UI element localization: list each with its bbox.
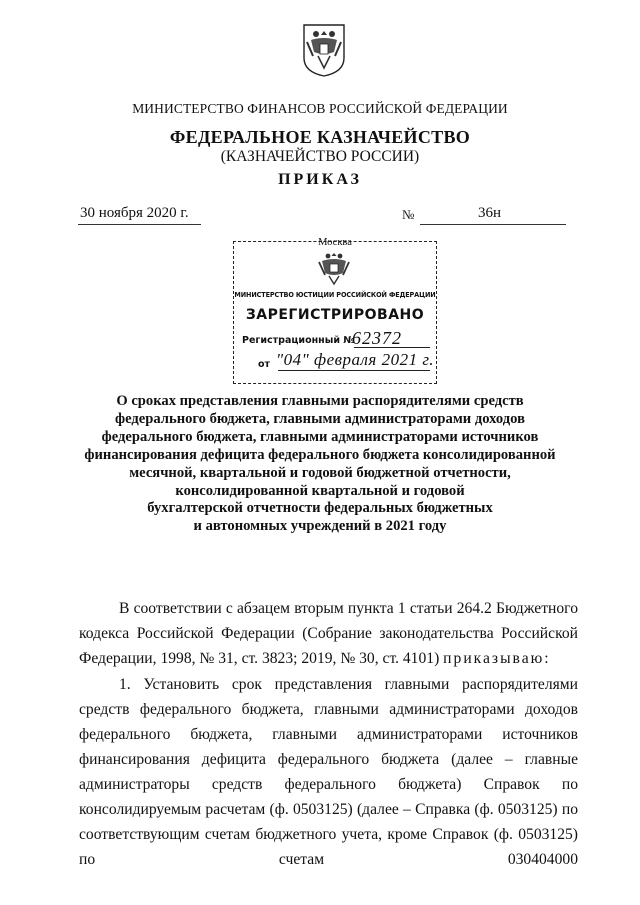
order-number: 36н [478, 205, 502, 221]
stamp-from-date: "04" февраля 2021 г. [276, 350, 434, 369]
ministry-name: МИНИСТЕРСТВО ФИНАНСОВ РОССИЙСКОЙ ФЕДЕРАЦИИ [132, 101, 508, 116]
stamp-from-label: от [258, 359, 271, 370]
title-line: О сроках представления главными распорядителями средств [116, 393, 524, 409]
document-title [70, 393, 570, 536]
title-line: финансирования дефицита федерального бюджета консолидированной [84, 446, 556, 463]
stamp-ministry: МИНИСТЕРСТВО ЮСТИЦИИ РОССИЙСКОЙ ФЕДЕРАЦИИ [234, 290, 436, 299]
title-line: консолидированной квартальной и годовой [175, 482, 465, 499]
number-label: № [402, 207, 415, 222]
stamp-date-underline [278, 370, 430, 371]
russian-coat-of-arms-icon [301, 22, 347, 78]
agency-short-name: (КАЗНАЧЕЙСТВО РОССИИ) [220, 148, 420, 165]
order-date: 30 ноября 2020 г. [80, 205, 189, 221]
stamp-city: Москва [318, 237, 352, 248]
title-line: федерального бюджета, главными администраторами доходов [115, 410, 525, 427]
title-line: бухгалтерской отчетности федеральных бюджетных [147, 500, 493, 517]
title-line: и автономных учреждений в 2021 году [193, 518, 447, 535]
stamp-reg-number: 62372 [352, 328, 402, 348]
title-line: месячной, квартальной и годовой бюджетной отчетности, [129, 464, 511, 481]
agency-name: ФЕДЕРАЛЬНОЕ КАЗНАЧЕЙСТВО [169, 127, 471, 147]
stamp-eagle-icon [317, 250, 351, 286]
preamble-text: В соответствии с абзацем вторым пункта 1 статьи 264.2 Бюджетного кодекса Российской Федерации (Собрание законодательства Российской Федерации, 1998, № 31, ст. 3823; 2019, № 30, ст. 4101) [79, 600, 578, 667]
document-type: ПРИКАЗ [278, 171, 362, 188]
clause-1-paragraph: 1. Установить срок представления главными распорядителями средств федерального бюджета, главными администраторами доходов федерального бюджета, главными администраторами источников финансирования дефицита федерального бюджета (далее – главные администраторы средств федерального бюджета) Справок по консолидируемым расчетам (ф. 0503125) (далее – Справка (ф. 0503125) по соответствующим счетам бюджетного учета, кроме Справок (ф. 0503125) по счетам 030404000 [79, 676, 578, 868]
registration-stamp [233, 237, 437, 384]
stamp-number-underline [354, 347, 430, 348]
order-verb: приказываю: [443, 650, 551, 667]
number-underline [420, 224, 566, 225]
title-line: федерального бюджета, главными администраторами источников [101, 428, 539, 445]
stamp-status: ЗАРЕГИСТРИРОВАНО [245, 307, 425, 323]
date-underline [78, 224, 201, 225]
preamble-paragraph [79, 596, 578, 671]
stamp-reg-label: Регистрационный № [242, 335, 355, 346]
